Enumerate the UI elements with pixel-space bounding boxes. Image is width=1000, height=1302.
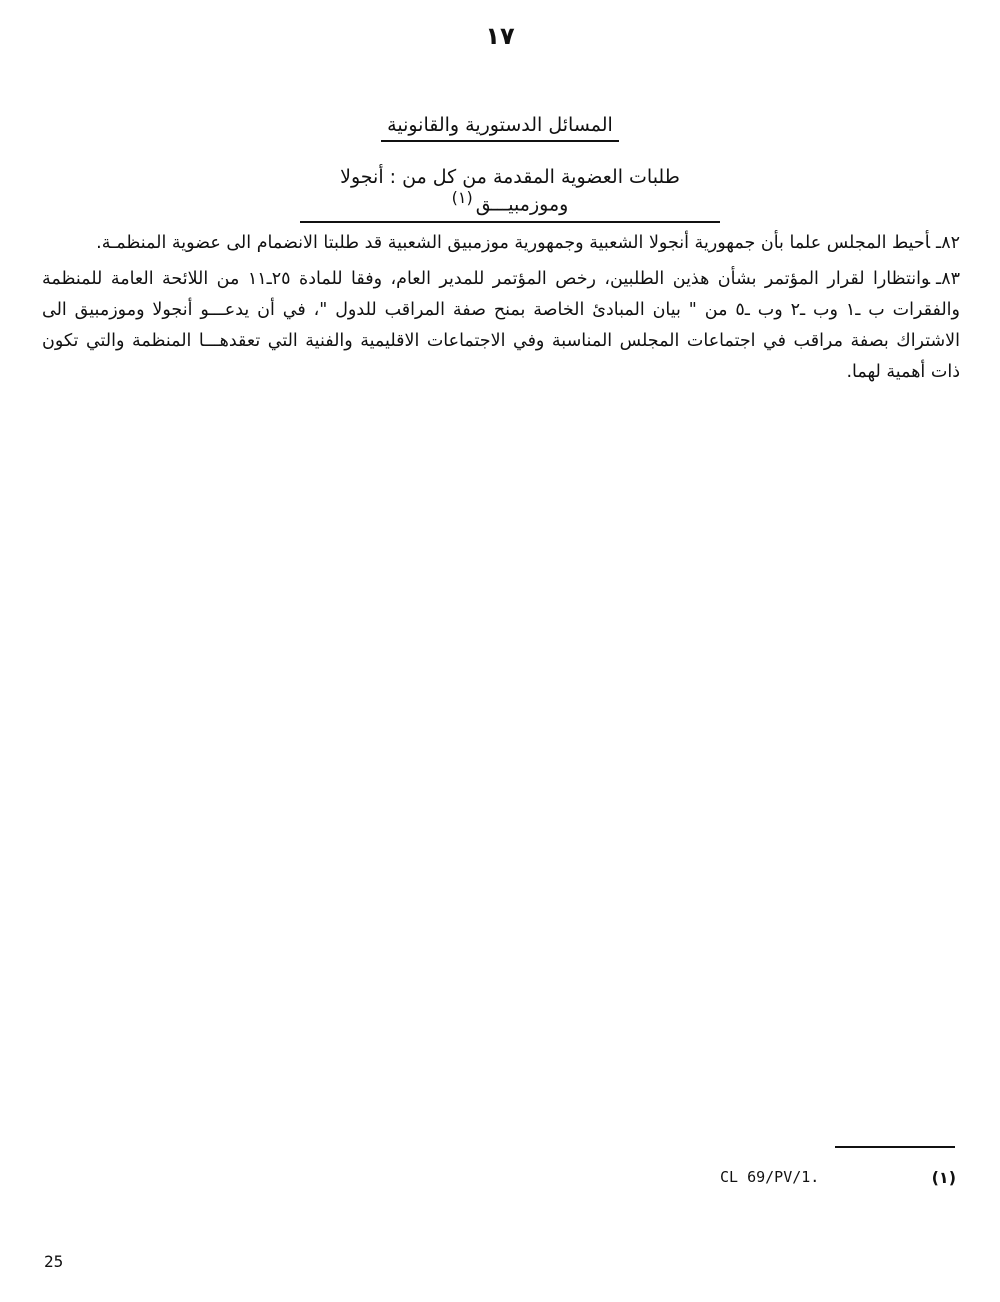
footnote-mark: (١) <box>931 1168 956 1187</box>
paragraph-number: ٨٣ـ <box>936 269 960 289</box>
subtitle <box>300 166 720 223</box>
subtitle-text: طلبات العضوية المقدمة من كل من : أنجولا وموزمبيـــق <box>340 166 680 216</box>
paragraph-number: ٨٢ـ <box>936 233 960 253</box>
footnote-text: CL 69/PV/1. <box>720 1168 820 1186</box>
paragraph-83 <box>42 264 960 388</box>
body-text <box>42 228 960 393</box>
paragraph-text: وانتظارا لقرار المؤتمر بشأن هذين الطلبين، رخص المؤتمر للمدير العام، وفقا للمادة ٢٥ـ١١ من اللائحة العامة للمنظمة والفقرات ب ـ١ وب ـ٢ وب ـ٥ من " بيان المبادئ الخاصة بمنح صفة المراقب للدول "، في أن يدعـــو أنجولا وموزمبيق الى الاشتراك بصفة مراقب في اجتماعات المجلس المناسبة وفي الاجتماعات الاقليمية والفنية التي تعقدهـــا المنظمة والتي تكون ذات أهمية لهما. <box>42 269 960 382</box>
paragraph-text: أحيط المجلس علما بأن جمهورية أنجولا الشعبية وجمهورية موزمبيق الشعبية قد طلبتا الانضمام الى عضوية المنظمـة. <box>96 233 931 253</box>
section-title-text: المسائل الدستورية والقانونية <box>381 114 619 142</box>
footnote-divider <box>835 1146 955 1148</box>
bottom-page-number: 25 <box>44 1252 64 1271</box>
footnote <box>720 1168 956 1187</box>
paragraph-82 <box>42 228 960 259</box>
subtitle-block <box>300 166 720 223</box>
footnote-reference: (١) <box>451 188 473 207</box>
page-number: ١٧ <box>485 22 515 50</box>
section-title <box>0 114 1000 142</box>
